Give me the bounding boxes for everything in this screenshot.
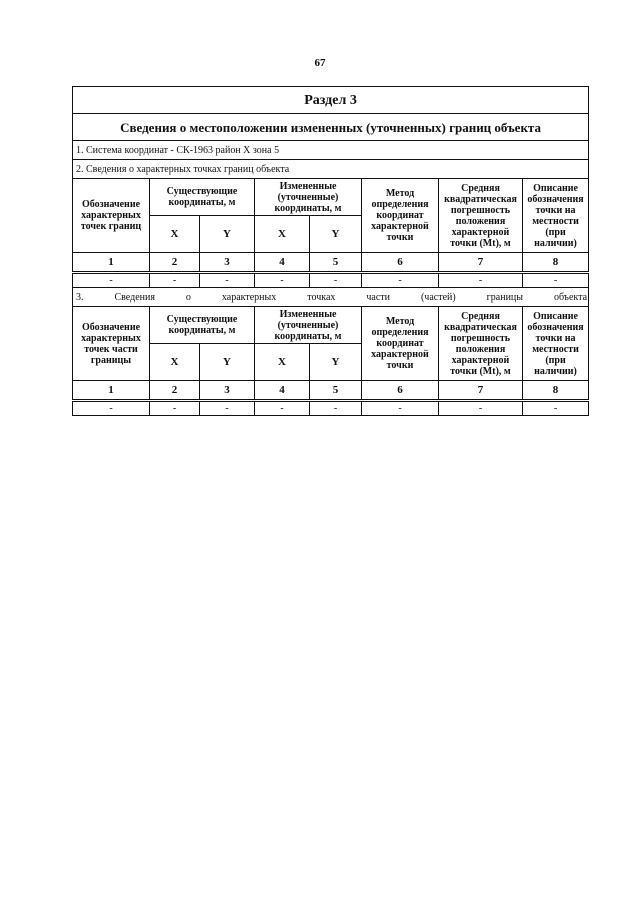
table3-caption: 3. Сведения о характерных точках части (частей) границы объекта: [73, 288, 589, 307]
table-cell: -: [200, 273, 255, 288]
section-subtitle: Сведения о местоположении измененных (уточненных) границ объекта: [73, 114, 589, 141]
table2-num: 8: [523, 253, 589, 273]
section-title-row: [73, 87, 589, 114]
table2-header-row: [73, 179, 589, 216]
page-number: 67: [314, 57, 326, 69]
table2-num: 5: [310, 253, 362, 273]
table3-num: 7: [439, 381, 523, 401]
table3-col-description: Описание обозначения точки на местности (при наличии): [523, 307, 589, 381]
section-title: Раздел 3: [73, 87, 589, 114]
table-cell: -: [150, 273, 200, 288]
table3-col-point-designation: Обозначение характерных точек части границы: [73, 307, 150, 381]
table2-col-error: Средняя квадратическая погрешность положения характерной точки (Mt), м: [439, 179, 523, 253]
coordinates-table: [72, 86, 589, 416]
table3-col-changed-coords: Измененные (уточненные) координаты, м: [255, 307, 362, 344]
table3-changed-x: X: [255, 344, 310, 381]
table3-num: 4: [255, 381, 310, 401]
table-cell: -: [362, 273, 439, 288]
table2-num: 7: [439, 253, 523, 273]
table2-existing-x: X: [150, 216, 200, 253]
table-cell: -: [439, 401, 523, 416]
table-cell: -: [362, 401, 439, 416]
table3-data-row: [73, 401, 589, 416]
table3-changed-y: Y: [310, 344, 362, 381]
table2-num: 4: [255, 253, 310, 273]
table-cell: -: [73, 273, 150, 288]
table-cell: -: [73, 401, 150, 416]
table-cell: -: [200, 401, 255, 416]
table2-num: 3: [200, 253, 255, 273]
table3-header-row: [73, 307, 589, 344]
table-cell: -: [310, 401, 362, 416]
table2-col-changed-coords: Измененные (уточненные) координаты, м: [255, 179, 362, 216]
table2-caption: 2. Сведения о характерных точках границ объекта: [73, 160, 589, 179]
table-cell: -: [523, 273, 589, 288]
table3-num: 1: [73, 381, 150, 401]
table2-numbers-row: [73, 253, 589, 273]
coordinate-system-row: [73, 141, 589, 160]
table2-num: 2: [150, 253, 200, 273]
table2-changed-y: Y: [310, 216, 362, 253]
table3-num: 8: [523, 381, 589, 401]
coordinate-system-text: 1. Система координат - СК-1963 район X зона 5: [73, 141, 589, 160]
table-cell: -: [310, 273, 362, 288]
table3-caption-row: [73, 288, 589, 307]
table2-col-existing-coords: Существующие координаты, м: [150, 179, 255, 216]
table3-num: 3: [200, 381, 255, 401]
section-subtitle-row: [73, 114, 589, 141]
table2-col-point-designation: Обозначение характерных точек границ: [73, 179, 150, 253]
table3-numbers-row: [73, 381, 589, 401]
table3-col-existing-coords: Существующие координаты, м: [150, 307, 255, 344]
table2-col-method: Метод определения координат характерной точки: [362, 179, 439, 253]
table3-col-method: Метод определения координат характерной точки: [362, 307, 439, 381]
table-cell: -: [150, 401, 200, 416]
table3-existing-y: Y: [200, 344, 255, 381]
table-cell: -: [255, 273, 310, 288]
table2-data-row: [73, 273, 589, 288]
table2-num: 6: [362, 253, 439, 273]
table-cell: -: [439, 273, 523, 288]
table2-changed-x: X: [255, 216, 310, 253]
table3-col-error: Средняя квадратическая погрешность положения характерной точки (Mt), м: [439, 307, 523, 381]
table-cell: -: [523, 401, 589, 416]
table2-col-description: Описание обозначения точки на местности (при наличии): [523, 179, 589, 253]
table3-num: 6: [362, 381, 439, 401]
table3-existing-x: X: [150, 344, 200, 381]
table3-num: 2: [150, 381, 200, 401]
table3-num: 5: [310, 381, 362, 401]
table2-existing-y: Y: [200, 216, 255, 253]
table2-num: 1: [73, 253, 150, 273]
table-cell: -: [255, 401, 310, 416]
table2-caption-row: [73, 160, 589, 179]
